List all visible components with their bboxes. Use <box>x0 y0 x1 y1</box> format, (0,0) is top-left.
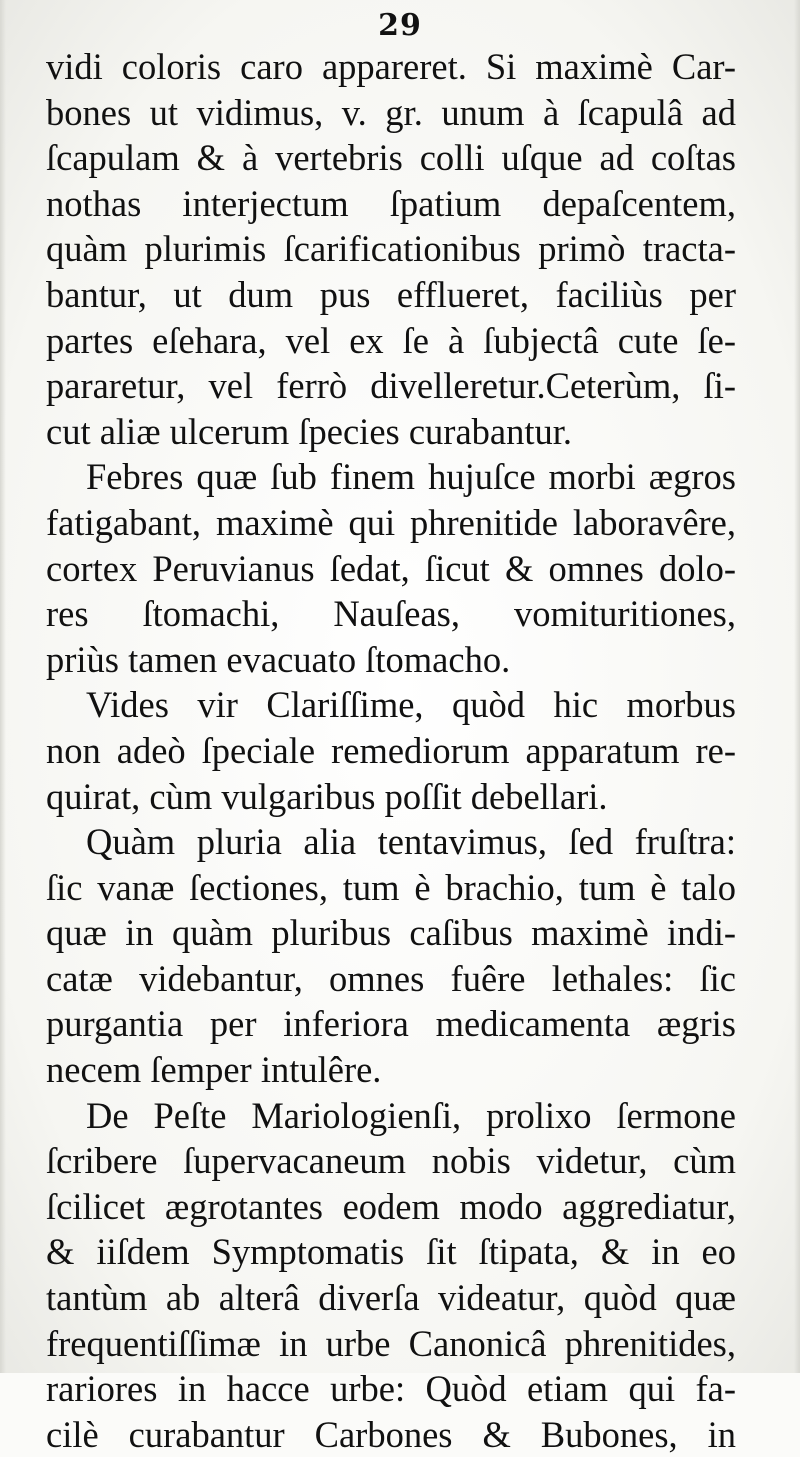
text-line: purgantia per inferiora medicamenta ægris <box>46 1003 736 1045</box>
paragraph-first-line: Vides vir Clariſſime, quòd hic morbus <box>86 684 736 726</box>
text-line: ſcribere ſupervacaneum nobis videtur, cùm <box>46 1140 736 1182</box>
text-line: nothas interjectum ſpatium depaſcentem, <box>46 182 736 224</box>
text-line: bones ut vidimus, v. gr. unum à ſcapulâ ad <box>46 91 736 133</box>
text-line: quirat, cùm vulgaribus poſſit debellari. <box>46 775 608 817</box>
body-text <box>46 44 736 1457</box>
text-line: quæ in quàm pluribus caſibus maximè indi- <box>46 912 736 954</box>
text-line: frequentiſſimæ in urbe Canonicâ phrenitides, <box>46 1322 736 1364</box>
text-line: ſic vanæ ſectiones, tum è brachio, tum è talo <box>46 866 736 908</box>
text-line: necem ſemper intulêre. <box>46 1049 382 1091</box>
text-line: ſcapulam & à vertebris colli uſque ad coſtas <box>46 137 736 179</box>
text-line: fatigabant, maximè qui phrenitide laboravêre, <box>46 501 736 543</box>
text-line: res ſtomachi, Nauſeas, vomituritiones, <box>46 593 736 635</box>
text-line: ſcilicet ægrotantes eodem modo aggrediatur, <box>46 1185 736 1227</box>
text-line: priùs tamen evacuato ſtomacho. <box>46 638 511 680</box>
text-line: cut aliæ ulcerum ſpecies curabantur. <box>46 410 573 452</box>
paragraph-first-line: Quàm pluria alia tentavimus, ſed fruſtra: <box>86 821 736 863</box>
text-line: catæ videbantur, omnes fuêre lethales: ſic <box>46 957 736 999</box>
text-line: cilè curabantur Carbones & Bubones, in <box>46 1413 736 1455</box>
text-line: partes eſehara, vel ex ſe à ſubjectâ cute ſe- <box>46 319 736 361</box>
page-number: 29 <box>378 8 422 43</box>
text-line: non adeò ſpeciale remediorum apparatum re- <box>46 729 736 771</box>
text-line: pararetur, vel ferrò divelleretur.Ceterùm, ſi- <box>46 365 736 407</box>
page-right-edge <box>794 0 800 1373</box>
text-line: & iiſdem Symptomatis ſit ſtipata, & in eo <box>46 1231 736 1273</box>
text-line: vidi coloris caro appareret. Si maximè Car- <box>46 46 736 87</box>
paragraph-first-line: De Peſte Mariologienſi, prolixo ſermone <box>86 1094 736 1136</box>
text-line: bantur, ut dum pus efflueret, faciliùs per <box>46 273 736 315</box>
text-line: tantùm ab alterâ diverſa videatur, quòd quæ <box>46 1277 736 1319</box>
paragraph-first-line: Febres quæ ſub finem hujuſce morbi ægros <box>86 456 736 498</box>
text-line: quàm plurimis ſcarificationibus primò tracta- <box>46 228 736 270</box>
page-left-edge <box>0 0 6 1373</box>
text-line: rariores in hacce urbe: Quòd etiam qui fa- <box>46 1368 736 1410</box>
text-line: cortex Peruvianus ſedat, ſicut & omnes dolo- <box>46 547 736 589</box>
